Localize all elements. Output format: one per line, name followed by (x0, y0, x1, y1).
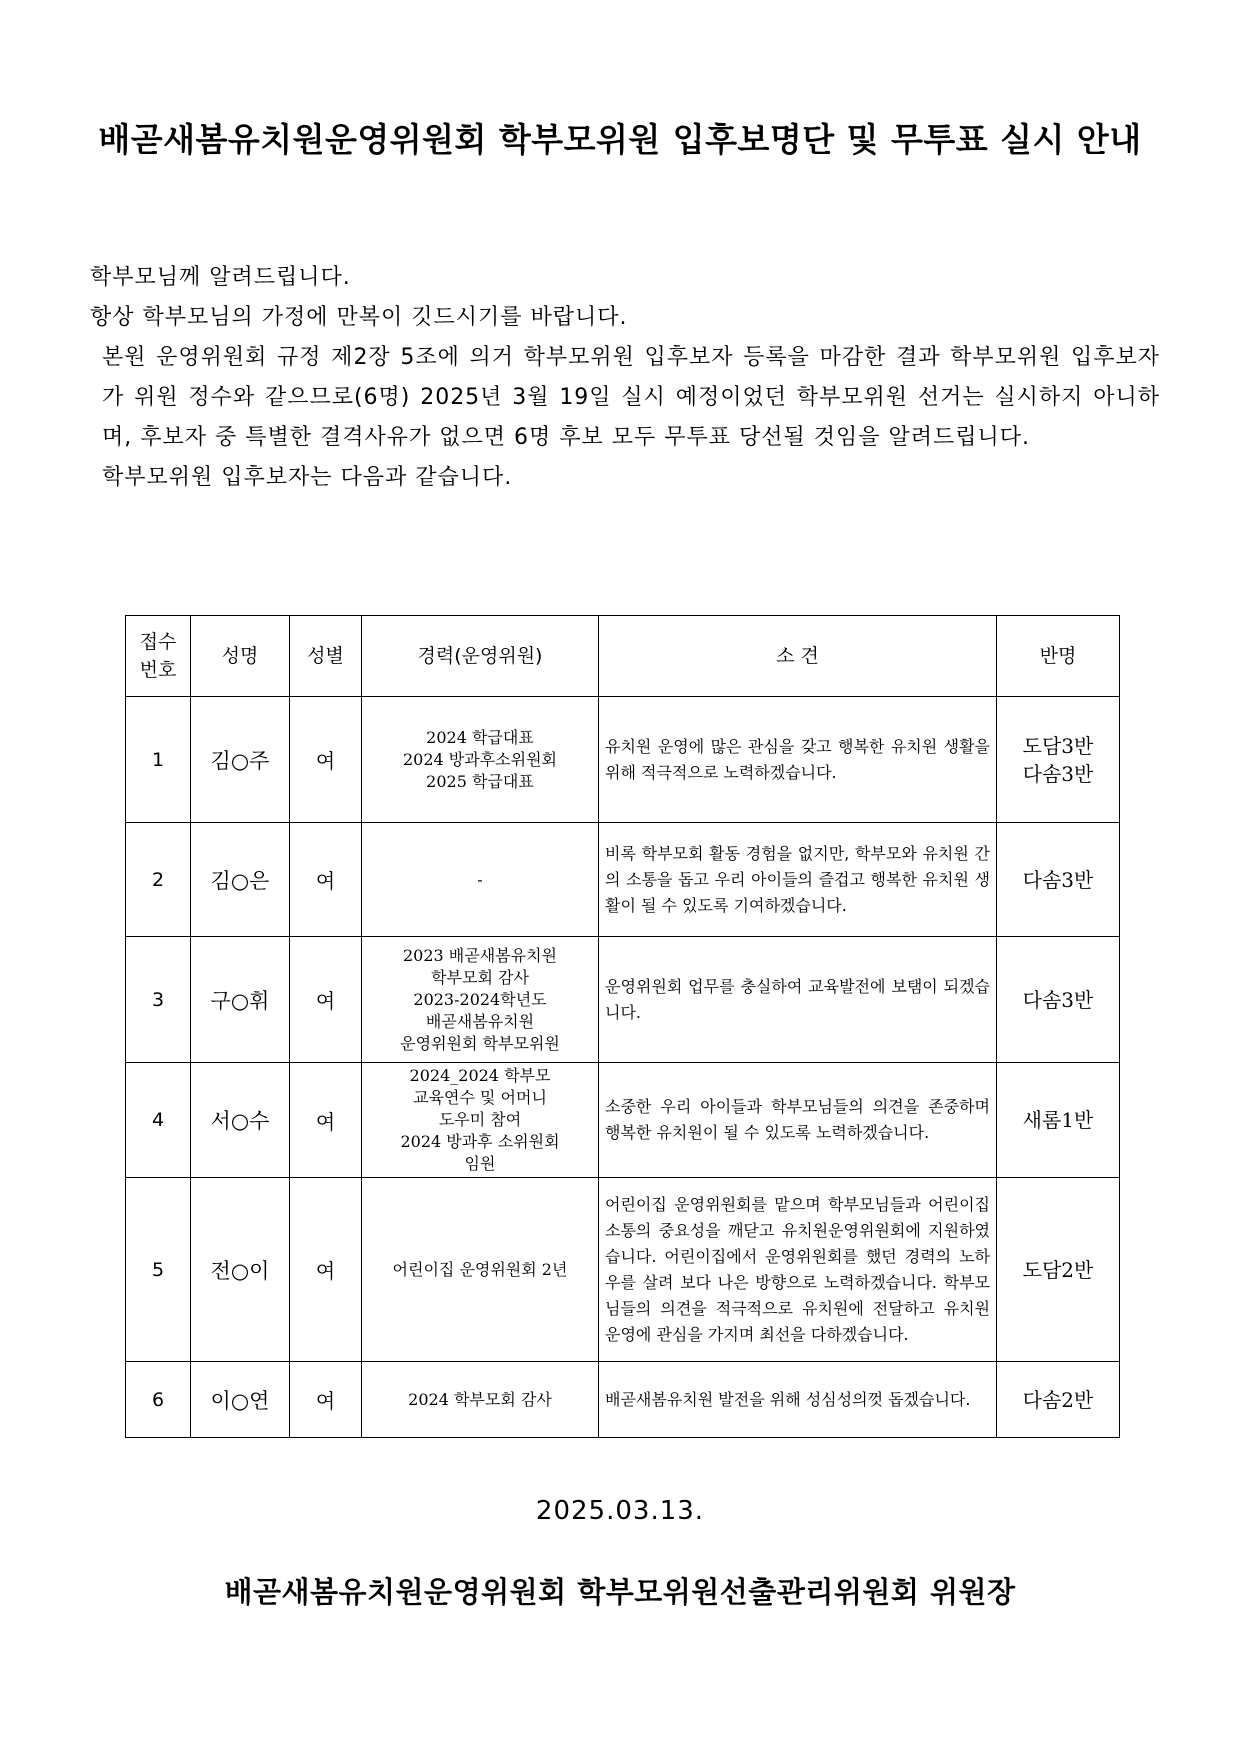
cell-opinion: 유치원 운영에 많은 관심을 갖고 행복한 유치원 생활을 위해 적극적으로 노력하겠습니다. (599, 697, 997, 823)
cell-opinion: 어린이집 운영위원회를 맡으며 학부모님들과 어린이집 소통의 중요성을 깨닫고 유치원운영위원회에 지원하였습니다. 어린이집에서 운영위원회를 했던 경력의 노하우를 살려 보다 나은 방향으로 노력하겠습니다. 학부모님들의 의견을 적극적으로 유치원에 전달하고 유치원 운영에 관심을 가지며 최선을 다하겠습니다. (599, 1178, 997, 1362)
cell-opinion: 운영위원회 업무를 충실하여 교육발전에 보탬이 되겠습니다. (599, 937, 997, 1063)
cell-name: 구○휘 (191, 937, 290, 1063)
cell-class: 다솜2반 (997, 1362, 1120, 1438)
table-row (126, 1178, 1120, 1362)
cell-class: 도담2반 (997, 1178, 1120, 1362)
cell-career: 어린이집 운영위원회 2년 (362, 1178, 599, 1362)
greeting-paragraph: 학부모님께 알려드립니다. (90, 265, 351, 290)
cell-gender: 여 (290, 1063, 362, 1178)
header-name: 성명 (191, 616, 290, 697)
cell-number: 2 (126, 823, 191, 937)
header-reception-number: 접수 번호 (126, 616, 191, 697)
cell-career: - (362, 823, 599, 937)
cell-number: 6 (126, 1362, 191, 1438)
cell-gender: 여 (290, 1178, 362, 1362)
notice-body (80, 258, 1160, 498)
cell-gender: 여 (290, 1362, 362, 1438)
cell-number: 3 (126, 937, 191, 1063)
cell-career: 2023 배곧새봄유치원 학부모회 감사 2023-2024학년도 배곧새봄유치원 운영위원회 학부모위원 (362, 937, 599, 1063)
cell-class: 새롬1반 (997, 1063, 1120, 1178)
signature-line: 배곧새봄유치원운영위원회 학부모위원선출관리위원회 위원장 (224, 1575, 1016, 1609)
table-row (126, 697, 1120, 823)
header-gender: 성별 (290, 616, 362, 697)
header-career: 경력(운영위원) (362, 616, 599, 697)
cell-opinion: 소중한 우리 아이들과 학부모님들의 의견을 존중하며 행복한 유치원이 될 수 있도록 노력하겠습니다. (599, 1063, 997, 1178)
table-row (126, 937, 1120, 1063)
cell-career: 2024 학급대표 2024 방과후소위원회 2025 학급대표 (362, 697, 599, 823)
cell-name: 이○연 (191, 1362, 290, 1438)
cell-class: 다솜3반 (997, 937, 1120, 1063)
cell-gender: 여 (290, 823, 362, 937)
cell-career: 2024_2024 학부모 교육연수 및 어머니 도우미 참여 2024 방과후 소위원회 임원 (362, 1063, 599, 1178)
document-title: 배곧새봄유치원운영위원회 학부모위원 입후보명단 및 무투표 실시 안내 (98, 120, 1142, 159)
wish-paragraph: 항상 학부모님의 가정에 만복이 깃드시기를 바랍니다. (90, 305, 628, 330)
header-opinion: 소 견 (599, 616, 997, 697)
cell-class: 다솜3반 (997, 823, 1120, 937)
cell-gender: 여 (290, 937, 362, 1063)
cell-name: 김○은 (191, 823, 290, 937)
cell-class: 도담3반 다솜3반 (997, 697, 1120, 823)
cell-name: 김○주 (191, 697, 290, 823)
cell-opinion: 비록 학부모회 활동 경험을 없지만, 학부모와 유치원 간의 소통을 돕고 우리 아이들의 즐겁고 행복한 유치원 생활이 될 수 있도록 기여하겠습니다. (599, 823, 997, 937)
cell-gender: 여 (290, 697, 362, 823)
cell-number: 1 (126, 697, 191, 823)
cell-name: 전○이 (191, 1178, 290, 1362)
cell-name: 서○수 (191, 1063, 290, 1178)
table-row (126, 823, 1120, 937)
table-row (126, 1362, 1120, 1438)
document-date: 2025.03.13. (535, 1496, 705, 1526)
header-class: 반명 (997, 616, 1120, 697)
cell-number: 5 (126, 1178, 191, 1362)
candidate-table (125, 615, 1120, 1438)
table-header-row (126, 616, 1120, 697)
cell-career: 2024 학부모회 감사 (362, 1362, 599, 1438)
cell-number: 4 (126, 1063, 191, 1178)
candidates-intro-paragraph: 학부모위원 입후보자는 다음과 같습니다. (102, 465, 513, 490)
table-row (126, 1063, 1120, 1178)
announcement-paragraph: 본원 운영위원회 규정 제2장 5조에 의거 학부모위원 입후보자 등록을 마감한 결과 학부모위원 입후보자가 위원 정수와 같으므로(6명) 2025년 3월 19일 실시 예정이었던 학부모위원 선거는 실시하지 아니하며, 후보자 중 특별한 결격사유가 없으면 6명 후보 모두 무투표 당선될 것임을 알려드립니다. (102, 345, 1160, 450)
cell-opinion: 배곧새봄유치원 발전을 위해 성심성의껏 돕겠습니다. (599, 1362, 997, 1438)
